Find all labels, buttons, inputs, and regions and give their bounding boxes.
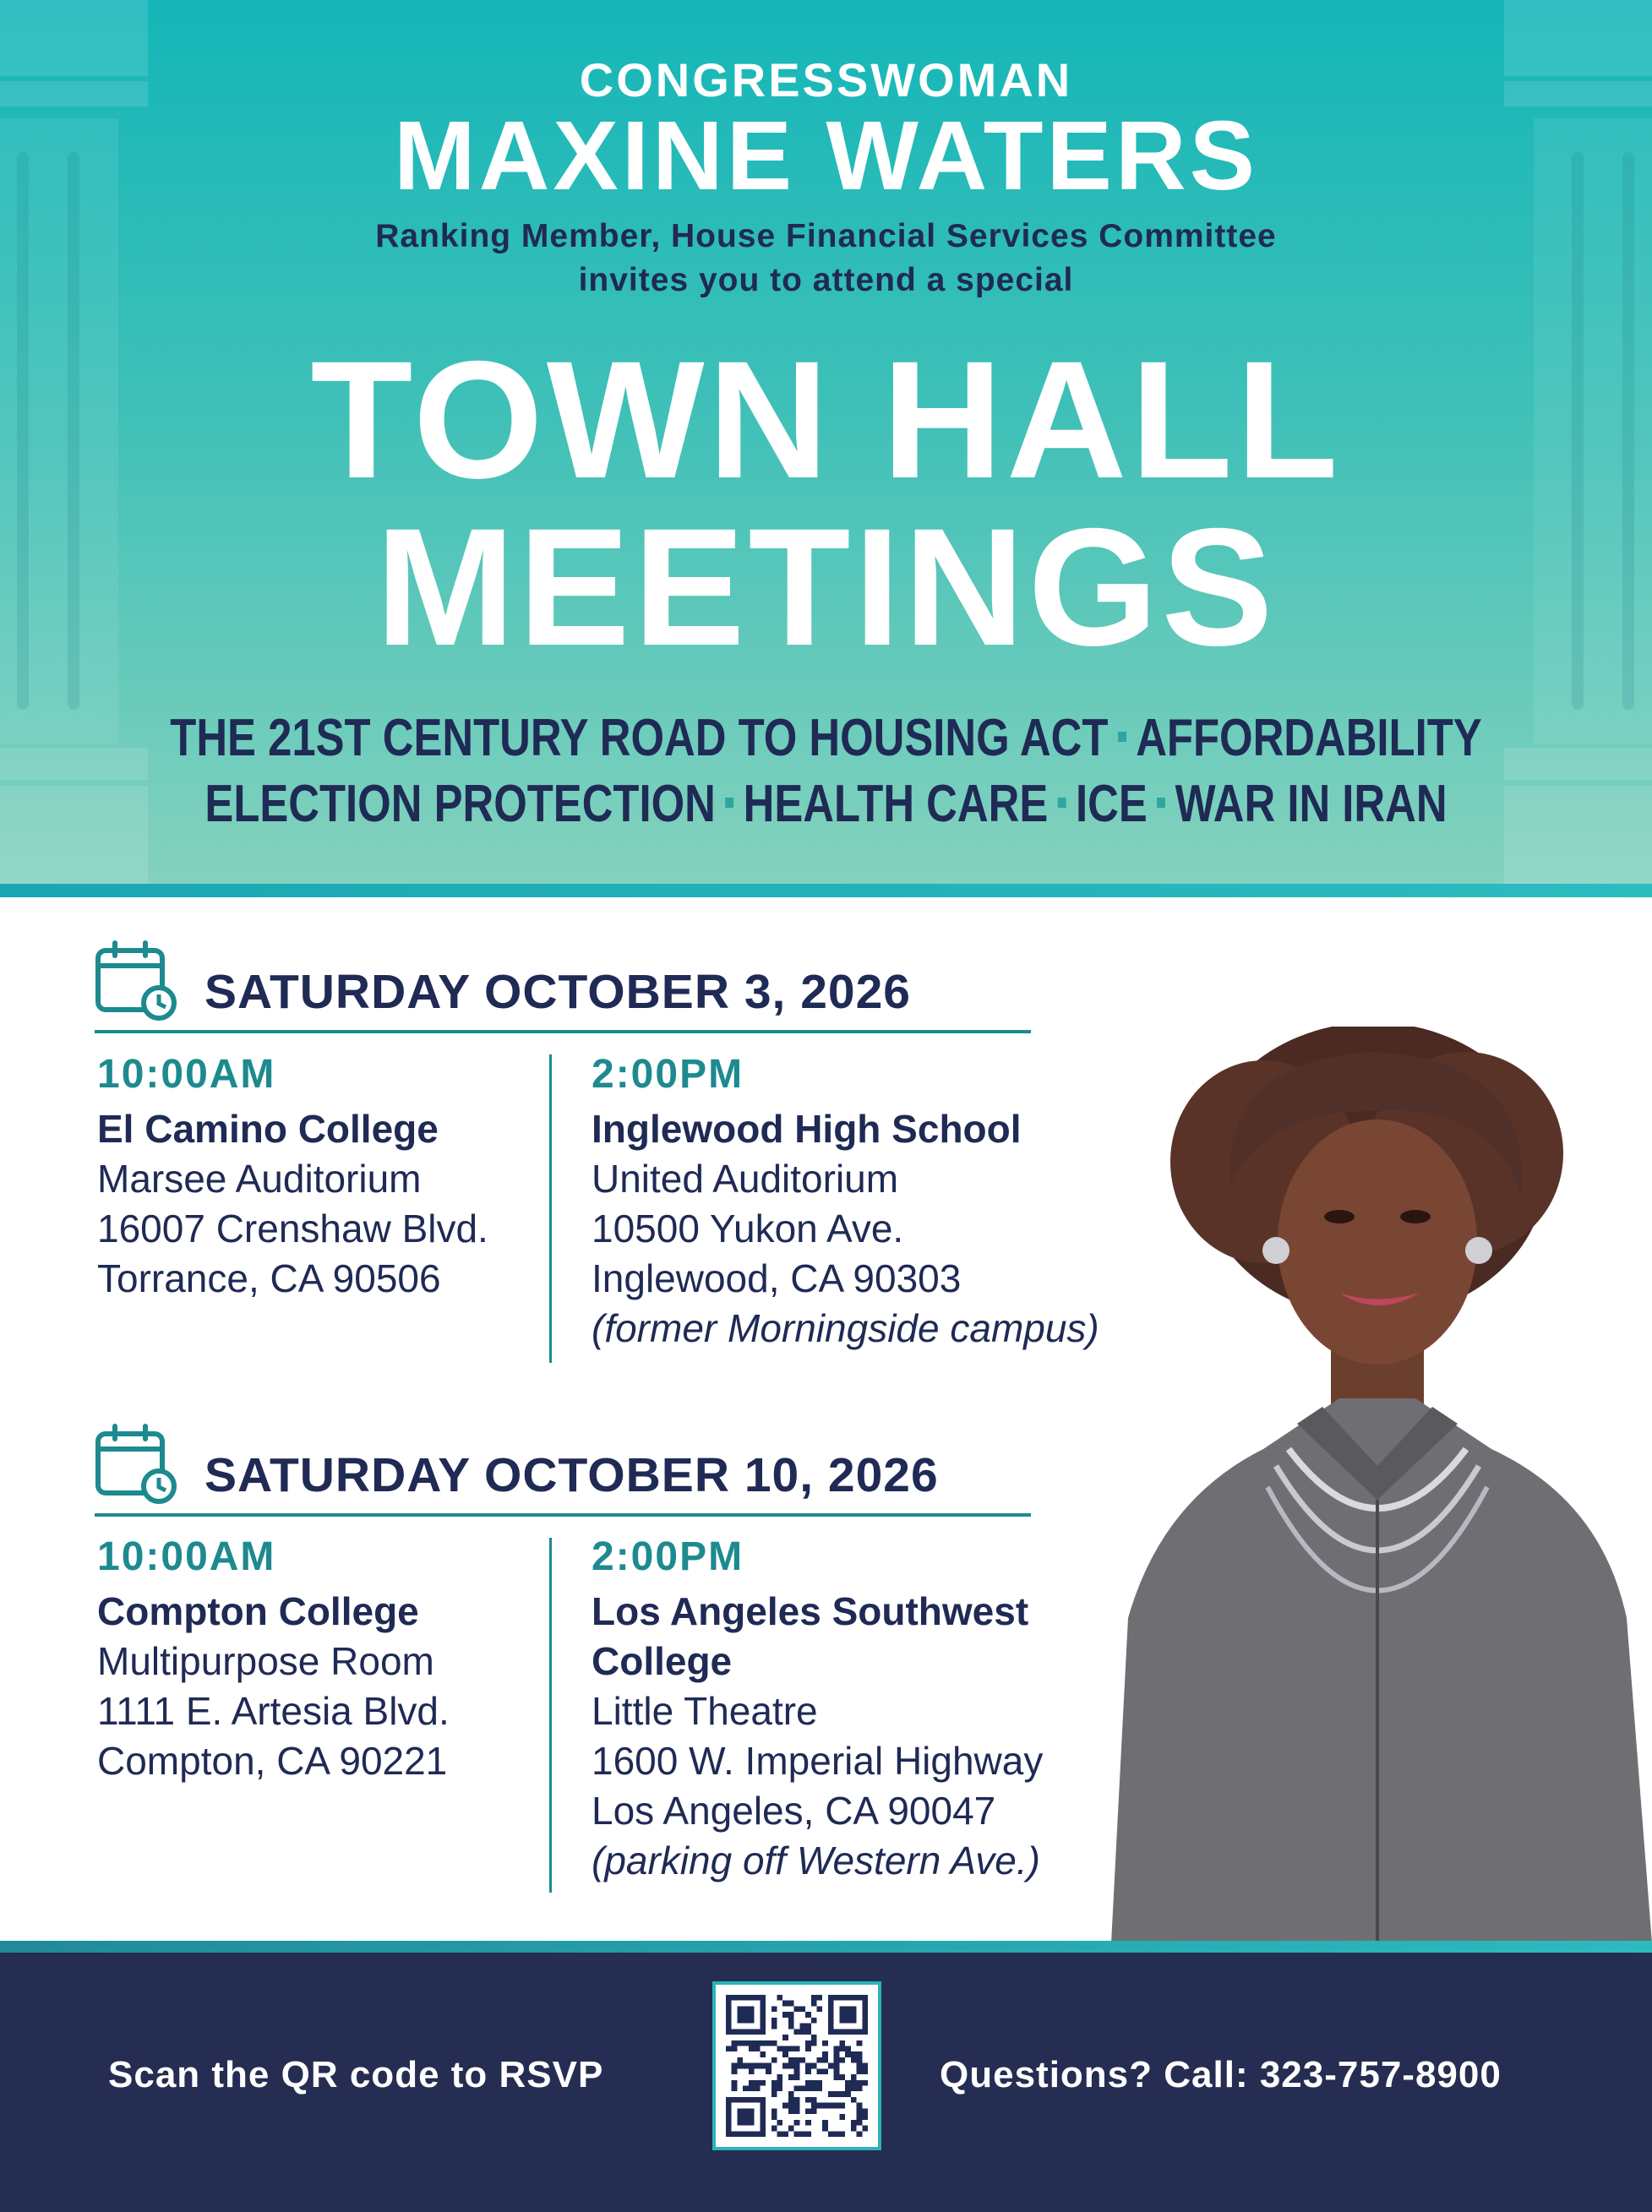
venue-name: Inglewood High School bbox=[592, 1107, 1022, 1151]
topic-item: ELECTION PROTECTION bbox=[204, 775, 716, 833]
venue-name: El Camino College bbox=[97, 1107, 439, 1151]
venue-note: (former Morningside campus) bbox=[592, 1306, 1099, 1350]
qr-code-icon bbox=[726, 1995, 868, 2137]
rsvp-qr-code[interactable] bbox=[712, 1981, 881, 2150]
congresswoman-name: MAXINE WATERS bbox=[394, 101, 1258, 210]
topics-line-2 bbox=[149, 774, 1503, 834]
event-date-header bbox=[95, 940, 1031, 1033]
venue-note: (parking off Western Ave.) bbox=[592, 1839, 1040, 1882]
footer-divider-stripe bbox=[0, 1941, 1652, 1953]
venue-street: 1111 E. Artesia Blvd. bbox=[97, 1689, 450, 1733]
venue-room: United Auditorium bbox=[592, 1157, 899, 1201]
session-time: 2:00PM bbox=[592, 1052, 744, 1097]
bullet-separator bbox=[725, 798, 733, 808]
venue-street: 1600 W. Imperial Highway bbox=[592, 1739, 1044, 1783]
venue-room: Marsee Auditorium bbox=[97, 1157, 422, 1201]
venue-city: Torrance, CA 90506 bbox=[97, 1256, 441, 1300]
bullet-separator bbox=[1157, 798, 1165, 808]
header-divider-stripe bbox=[0, 884, 1652, 897]
calendar-clock-icon bbox=[95, 940, 177, 1021]
venue-street: 16007 Crenshaw Blvd. bbox=[97, 1207, 488, 1250]
topic-item: AFFORDABILITY bbox=[1136, 709, 1482, 767]
topic-item: HEALTH CARE bbox=[743, 775, 1049, 833]
venue-room: Little Theatre bbox=[592, 1689, 818, 1733]
venue-city: Compton, CA 90221 bbox=[97, 1739, 448, 1783]
session-block bbox=[592, 1528, 1065, 1886]
phone-contact-link[interactable]: Questions? Call: 323-757-8900 bbox=[940, 2054, 1502, 2095]
venue-name: Los Angeles Southwest bbox=[592, 1589, 1029, 1633]
header-banner bbox=[0, 0, 1652, 896]
main-title-line-2: MEETINGS bbox=[375, 493, 1277, 680]
role-subtitle: Ranking Member, House Financial Services Committee bbox=[375, 218, 1277, 254]
session-time: 10:00AM bbox=[97, 1534, 276, 1579]
topic-item: WAR IN IRAN bbox=[1175, 775, 1448, 833]
footer-bar bbox=[0, 1953, 1652, 2212]
eyebrow-title: CONGRESSWOMAN bbox=[579, 53, 1073, 106]
topic-item: ICE bbox=[1076, 775, 1148, 833]
event-date: SATURDAY OCTOBER 10, 2026 bbox=[204, 1448, 939, 1502]
event-date: SATURDAY OCTOBER 3, 2026 bbox=[204, 965, 911, 1019]
calendar-clock-icon bbox=[95, 1424, 177, 1504]
session-divider bbox=[549, 1538, 552, 1893]
bullet-separator bbox=[1118, 732, 1126, 742]
session-divider bbox=[549, 1054, 552, 1363]
session-block bbox=[97, 1528, 570, 1786]
rsvp-instruction: Scan the QR code to RSVP bbox=[108, 2054, 604, 2095]
main-title-line-1: TOWN HALL bbox=[310, 326, 1342, 513]
topics-line-1 bbox=[149, 708, 1503, 768]
session-time: 2:00PM bbox=[592, 1534, 744, 1579]
venue-name: College bbox=[592, 1639, 733, 1683]
venue-city: Inglewood, CA 90303 bbox=[592, 1256, 962, 1300]
session-block bbox=[97, 1045, 570, 1304]
congresswoman-portrait bbox=[1094, 1027, 1652, 1943]
venue-street: 10500 Yukon Ave. bbox=[592, 1207, 904, 1250]
event-date-header bbox=[95, 1424, 1031, 1517]
session-time: 10:00AM bbox=[97, 1052, 276, 1097]
bullet-separator bbox=[1058, 798, 1066, 808]
venue-name: Compton College bbox=[97, 1589, 419, 1633]
invite-text: invites you to attend a special bbox=[578, 262, 1074, 298]
session-block bbox=[592, 1045, 1099, 1354]
venue-room: Multipurpose Room bbox=[97, 1639, 434, 1683]
venue-city: Los Angeles, CA 90047 bbox=[592, 1789, 996, 1833]
topic-item: THE 21ST CENTURY ROAD TO HOUSING ACT bbox=[170, 709, 1109, 767]
